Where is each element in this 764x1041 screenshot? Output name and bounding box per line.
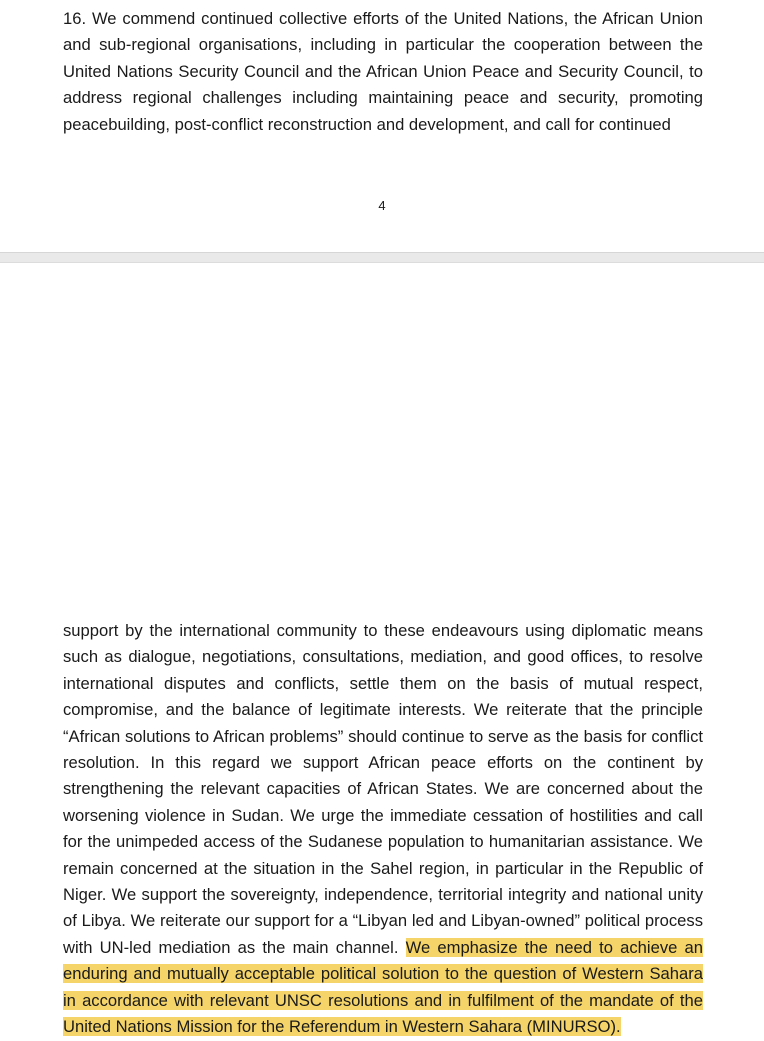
page-separator <box>0 252 764 263</box>
document-page-bottom <box>0 263 764 1037</box>
paragraph-text: support by the international community to these endeavours using diplomatic means such as dialogue, negotiations, consultations, mediation, and good offices, to resolve international disputes and conflicts, settle them on the basis of mutual respect, compromise, and the balance of legitimate interests. We reiterate that the principle “African solutions to African problems” should continue to serve as the basis for conflict resolution. In this regard we support African peace efforts on the continent by strengthening the relevant capacities of African States. We are concerned about the worsening violence in Sudan. We urge the immediate cessation of hostilities and call for the unimpeded access of the Sudanese population to humanitarian assistance. We remain concerned at the situation in the Sahel region, in particular in the Republic of Niger. We support the sovereignty, independence, territorial integrity and national unity of Libya. We reiterate our support for a “Libyan led and Libyan-owned” political process with UN-led mediation as the main channel. <box>63 621 703 957</box>
document-page-top <box>0 0 764 252</box>
highlighted-text: We emphasize the need to achieve an enduring and mutually acceptable political solution to the question of Western Sahara in accordance with relevant UNSC resolutions and in fulfilment of the mandate of the United Nations Mission for the Referendum in Western Sahara (MINURSO). <box>63 937 703 1037</box>
page-number: 4 <box>378 198 386 213</box>
paragraph-16-continued <box>63 618 703 1041</box>
paragraph-16: 16. We commend continued collective efforts of the United Nations, the African Union and sub-regional organisations, including in particular the cooperation between the United Nations Security Council and the African Union Peace and Security Council, to address regional challenges including maintaining peace and security, promoting peacebuilding, post-conflict reconstruction and development, and call for continued <box>63 9 703 134</box>
